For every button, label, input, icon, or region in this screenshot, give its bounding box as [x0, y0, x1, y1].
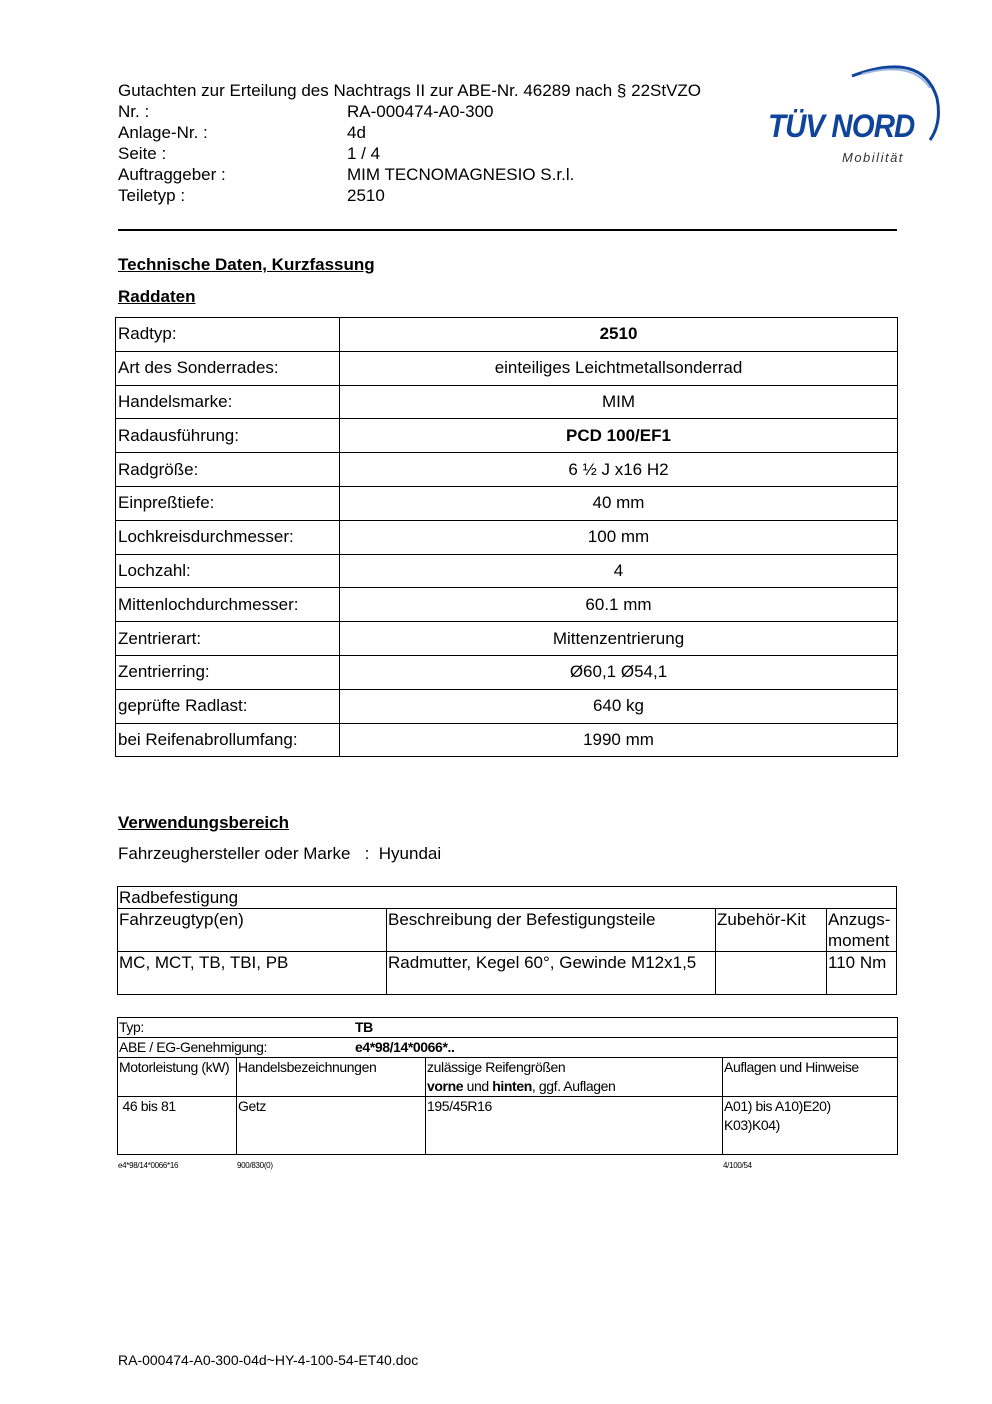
row-value: Mittenzentrierung — [340, 622, 898, 656]
logo-wordmark: TÜV NORD — [768, 108, 915, 144]
table-row — [116, 689, 898, 723]
table-row — [116, 655, 898, 689]
table-cell: 195/45R16 — [426, 1097, 723, 1155]
header-value: 1 / 4 — [347, 144, 381, 163]
footnote-code: 4/100/54 — [723, 1161, 752, 1170]
row-value: 60.1 mm — [340, 588, 898, 622]
table-row — [118, 1097, 898, 1155]
header-label: Seite : — [118, 144, 167, 163]
row-value: 2510 — [340, 318, 898, 352]
row-value: 40 mm — [340, 486, 898, 520]
abe-label: ABE / EG-Genehmigung: — [119, 1039, 268, 1055]
logo-subtitle: Mobilität — [842, 150, 904, 165]
table-row — [116, 723, 898, 757]
row-value: 100 mm — [340, 520, 898, 554]
raddaten-table — [115, 317, 898, 757]
rear-label: hinten — [492, 1078, 532, 1094]
table-row — [116, 486, 898, 520]
table-row — [116, 588, 898, 622]
befestigung-table — [117, 886, 897, 995]
column-header: Handelsbezeichnungen — [237, 1058, 426, 1097]
column-header: Zubehör-Kit — [716, 909, 827, 952]
row-value: 1990 mm — [340, 723, 898, 757]
row-value: einteiliges Leichtmetallsonderrad — [340, 351, 898, 385]
table-row — [116, 520, 898, 554]
table-header-row — [118, 909, 897, 952]
row-label: Lochzahl: — [116, 554, 340, 588]
column-header: Motorleistung (kW) — [118, 1058, 237, 1097]
header-label: Nr. : — [118, 102, 150, 121]
header-label: Auftraggeber : — [118, 165, 226, 184]
row-label: Radausführung: — [116, 419, 340, 453]
column-header-text: zulässige Reifengrößen — [427, 1059, 566, 1075]
footnote-code: 900/830(0) — [237, 1161, 273, 1170]
header-label: Teiletyp : — [118, 186, 186, 205]
column-header-text: Anzugs-moment — [828, 910, 891, 950]
table-row — [116, 318, 898, 352]
table-row — [116, 419, 898, 453]
header-row — [118, 122, 701, 143]
row-label: Radtyp: — [116, 318, 340, 352]
header-value: 4d — [347, 123, 366, 142]
table-row — [116, 453, 898, 487]
manufacturer-line: Fahrzeughersteller oder Marke : Hyundai — [118, 844, 442, 863]
table-row — [116, 351, 898, 385]
table-cell: Getz — [237, 1097, 426, 1155]
column-header: Auflagen und Hinweise — [723, 1058, 898, 1097]
abe-cell — [118, 1038, 898, 1058]
row-value: 640 kg — [340, 689, 898, 723]
suffix-label: , ggf. Auflagen — [531, 1078, 616, 1094]
header-row — [118, 185, 701, 206]
row-value: 6 ½ J x16 H2 — [340, 453, 898, 487]
column-header: Beschreibung der Befestigungsteile — [387, 909, 716, 952]
table-row — [116, 554, 898, 588]
front-label: vorne — [427, 1078, 464, 1094]
row-label: Mittenlochdurchmesser: — [116, 588, 340, 622]
verwendung-title: Verwendungsbereich — [118, 813, 289, 832]
document-footer: RA-000474-A0-300-04d~HY-4-100-54-ET40.doc — [118, 1352, 419, 1368]
row-label: Handelsmarke: — [116, 385, 340, 419]
table-row — [118, 1018, 898, 1038]
header-label: Anlage-Nr. : — [118, 123, 208, 142]
row-label: Art des Sonderrades: — [116, 351, 340, 385]
column-header: Fahrzeugtyp(en) — [118, 909, 387, 952]
tuev-nord-logo — [762, 58, 952, 170]
abe-value: e4*98/14*0066*.. — [355, 1039, 455, 1055]
row-value: MIM — [340, 385, 898, 419]
header-row — [118, 143, 701, 164]
typ-label: Typ: — [119, 1019, 144, 1035]
typ-cell — [118, 1018, 898, 1038]
raddaten-title: Raddaten — [118, 287, 196, 306]
column-header — [426, 1058, 723, 1097]
row-label: Zentrierart: — [116, 622, 340, 656]
typ-value: TB — [355, 1019, 373, 1035]
row-label: Lochkreisdurchmesser: — [116, 520, 340, 554]
table-row — [118, 1038, 898, 1058]
table-cell: 46 bis 81 — [118, 1097, 237, 1155]
header-value: MIM TECNOMAGNESIO S.r.l. — [347, 165, 575, 184]
table-cell: MC, MCT, TB, TBI, PB — [118, 952, 387, 995]
table-cell — [723, 1097, 898, 1155]
header-title: Gutachten zur Erteilung des Nachtrags II zur ABE-Nr. 46289 nach § 22StVZO — [118, 81, 702, 100]
row-value: 4 — [340, 554, 898, 588]
header-row — [118, 101, 701, 122]
table-caption: Radbefestigung — [118, 887, 897, 909]
row-label: Einpreßtiefe: — [116, 486, 340, 520]
table-row — [116, 385, 898, 419]
section-title: Technische Daten, Kurzfassung — [118, 255, 375, 274]
row-value: PCD 100/EF1 — [340, 419, 898, 453]
row-value: Ø60,1 Ø54,1 — [340, 655, 898, 689]
table-cell-text: A01) bis A10)E20) K03)K04) — [724, 1098, 831, 1133]
header-value: 2510 — [347, 186, 385, 205]
row-label: geprüfte Radlast: — [116, 689, 340, 723]
and-label: und — [463, 1078, 493, 1094]
table-row — [118, 952, 897, 995]
header-row — [118, 164, 701, 185]
table-row — [116, 622, 898, 656]
header-value: RA-000474-A0-300 — [347, 102, 494, 121]
document-header — [118, 80, 701, 206]
column-header — [827, 909, 897, 952]
typ-table — [117, 1017, 898, 1155]
table-header-row — [118, 1058, 898, 1097]
table-cell — [716, 952, 827, 995]
footnote-code: e4*98/14*0066*16 — [118, 1161, 179, 1170]
table-row — [118, 887, 897, 909]
header-divider — [118, 229, 897, 231]
row-label: bei Reifenabrollumfang: — [116, 723, 340, 757]
row-label: Zentrierring: — [116, 655, 340, 689]
row-label: Radgröße: — [116, 453, 340, 487]
table-cell: 110 Nm — [827, 952, 897, 995]
table-cell: Radmutter, Kegel 60°, Gewinde M12x1,5 — [387, 952, 716, 995]
